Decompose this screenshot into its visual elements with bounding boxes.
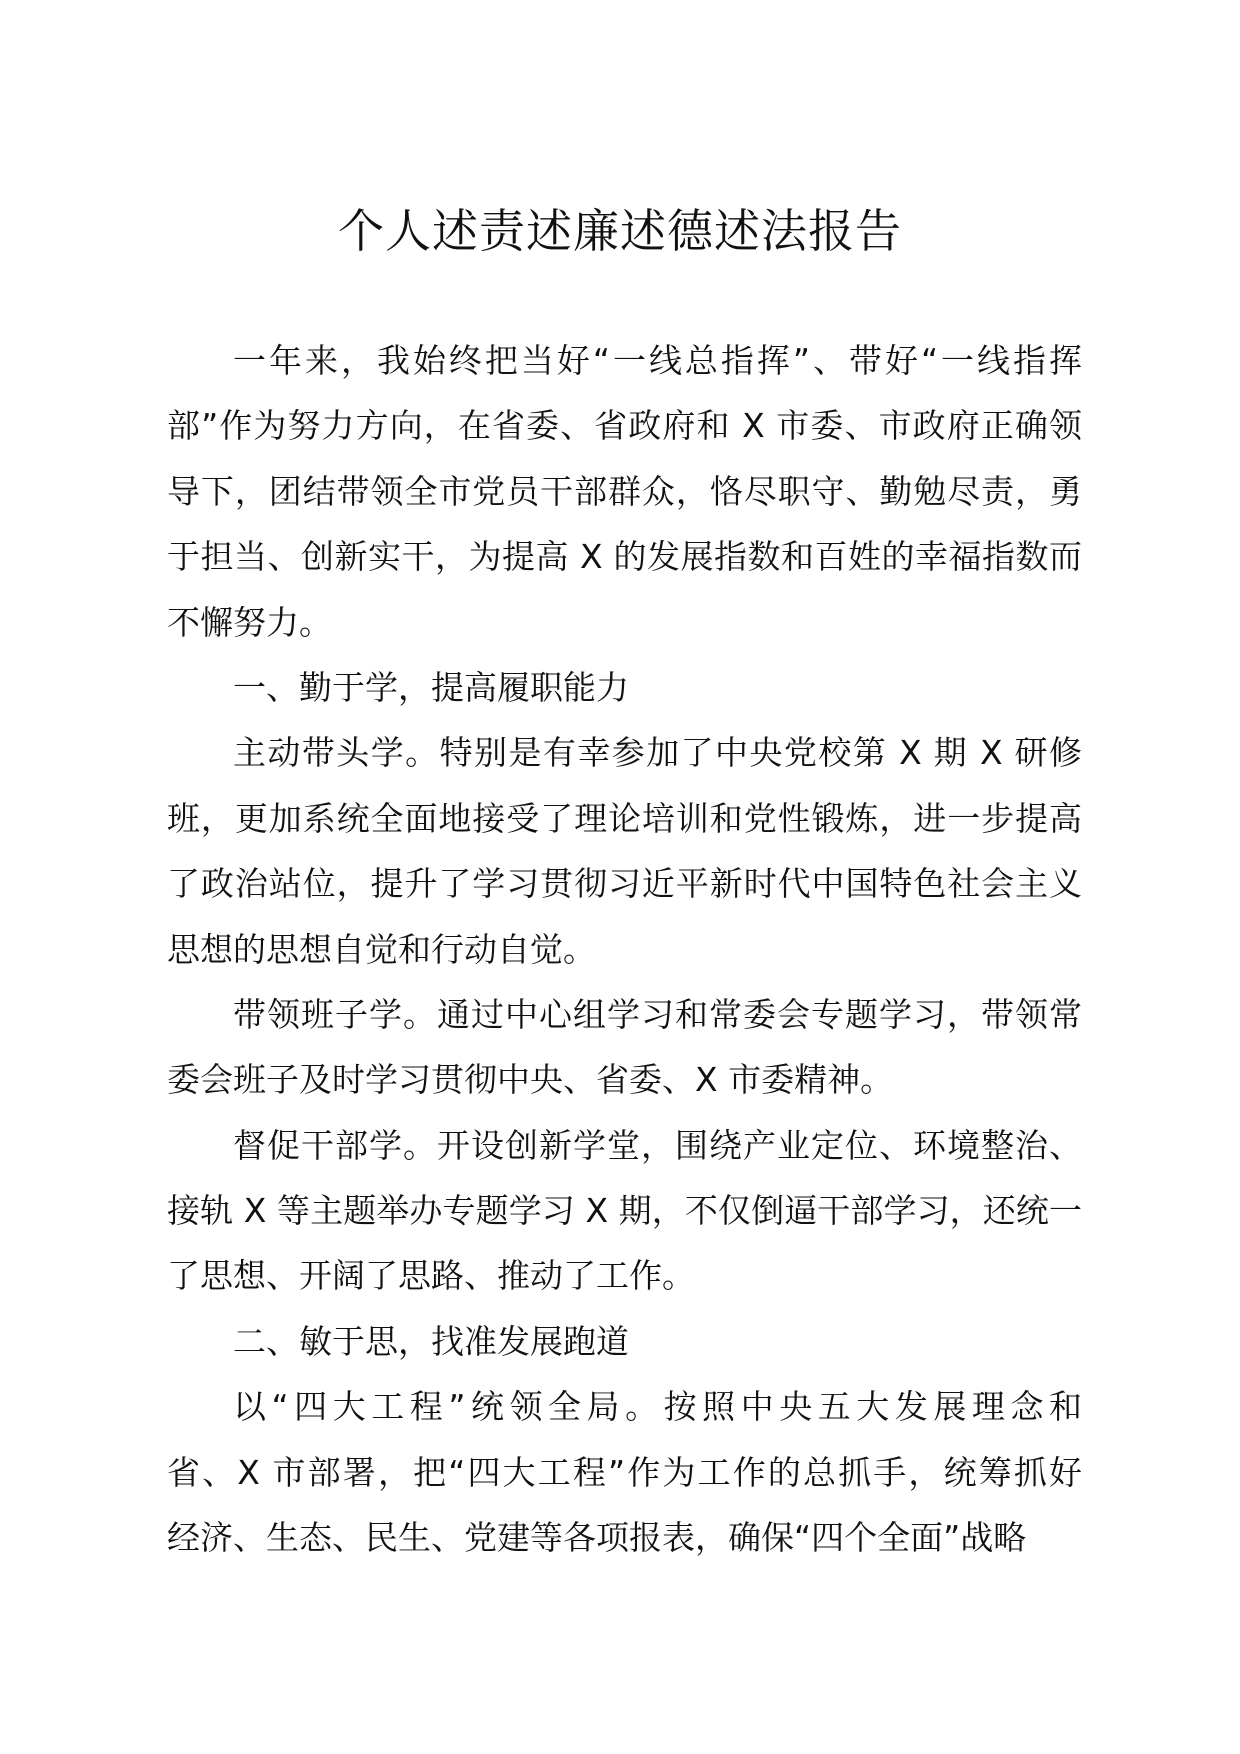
text-line: 带领班子学。通过中心组学习和常委会专题学习，带领常	[233, 994, 1082, 1034]
section-heading	[167, 1309, 1082, 1374]
text-line: 于担当、创新实干，为提高 X 的发展指数和百姓的幸福指数而	[167, 537, 1082, 577]
text-line: 二、敏于思，找准发展跑道	[233, 1321, 629, 1361]
text-line: 了政治站位，提升了学习贯彻习近平新时代中国特色社会主义	[167, 864, 1082, 904]
text-line: 导下，团结带领全市党员干部群众，恪尽职守、勤勉尽责，勇	[167, 471, 1082, 511]
text-line: 了思想、开阔了思路、推动了工作。	[167, 1256, 695, 1296]
document-title: 个人述责述廉述德述法报告	[338, 204, 902, 258]
paragraph	[167, 982, 1082, 1113]
text-line: 委会班子及时学习贯彻中央、省委、X 市委精神。	[167, 1060, 894, 1100]
text-line: 督促干部学。开设创新学堂，围绕产业定位、环境整治、	[233, 1125, 1082, 1165]
text-line: 主动带头学。特别是有幸参加了中央党校第 X 期 X 研修	[233, 733, 1082, 773]
paragraph	[167, 720, 1082, 982]
text-line: 不懈努力。	[167, 602, 332, 642]
text-line: 接轨 X 等主题举办专题学习 X 期，不仅倒逼干部学习，还统一	[167, 1191, 1082, 1231]
section-heading	[167, 655, 1082, 720]
text-line: 经济、生态、民生、党建等各项报表，确保“四个全面”战略	[167, 1518, 1027, 1558]
document-body	[167, 328, 1082, 1570]
paragraph	[167, 328, 1082, 655]
text-line: 思想的思想自觉和行动自觉。	[167, 929, 596, 969]
text-line: 省、X 市部署，把“四大工程”作为工作的总抓手，统筹抓好	[167, 1452, 1082, 1492]
text-line: 一、勤于学，提高履职能力	[233, 667, 629, 707]
paragraph	[167, 1374, 1082, 1570]
text-line: 以“四大工程”统领全局。按照中央五大发展理念和	[233, 1387, 1082, 1427]
paragraph	[167, 1113, 1082, 1309]
text-line: 班，更加系统全面地接受了理论培训和党性锻炼，进一步提高	[167, 798, 1082, 838]
text-line: 部”作为努力方向，在省委、省政府和 X 市委、市政府正确领	[167, 406, 1082, 446]
text-line: 一年来，我始终把当好“一线总指挥”、带好“一线指挥	[233, 341, 1082, 380]
